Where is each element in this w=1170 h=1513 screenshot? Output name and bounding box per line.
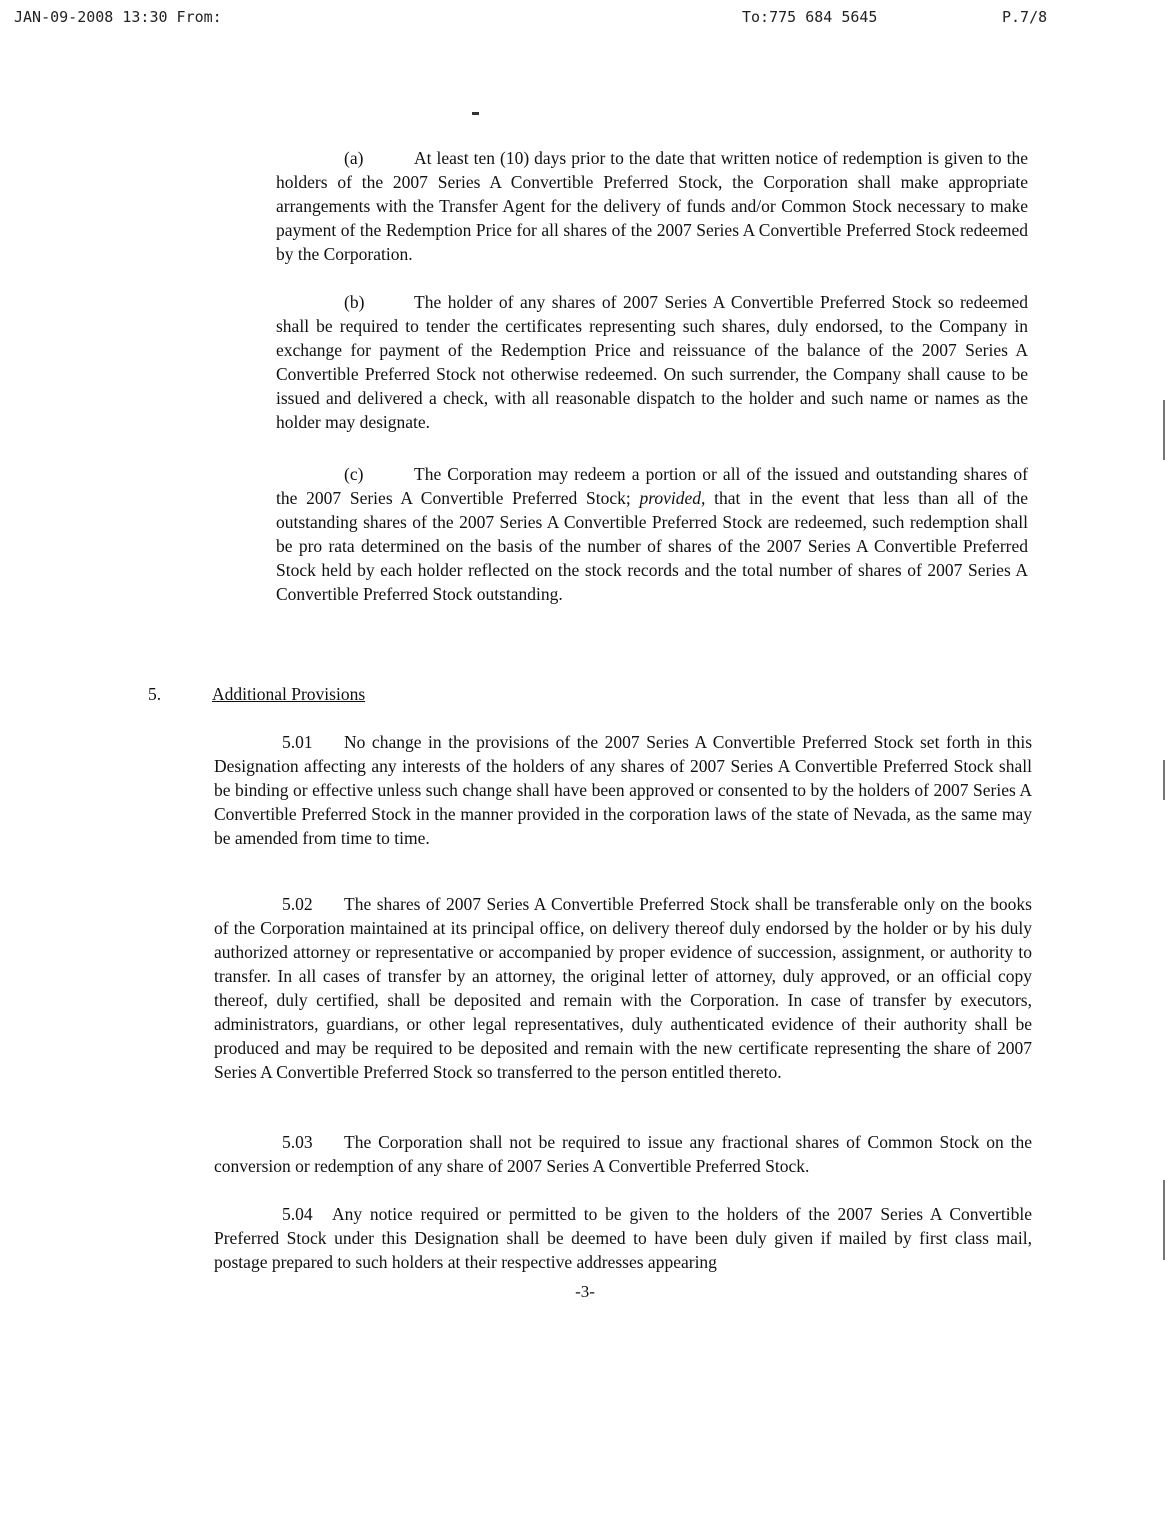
subsection-a-label: (a) bbox=[344, 148, 364, 168]
fax-header bbox=[0, 8, 1170, 30]
scan-edge-mark bbox=[1163, 400, 1165, 460]
provision-5-01-text: No change in the provisions of the 2007 Series A Convertible Preferred Stock set forth in this Designation affecting any interests of the holders of any shares of 2007 Series A Convertible Preferred Stock shall be binding or effective unless such change shall have been approved or consented to by the holders of 2007 Series A Convertible Preferred Stock in the manner provided in the corporation laws of the state of Nevada, as the same may be amended from time to time. bbox=[214, 732, 1032, 848]
fax-page-count: P.7/8 bbox=[1002, 8, 1048, 26]
fax-timestamp: JAN-09-2008 13:30 From: bbox=[14, 8, 222, 26]
fax-recipient: To:775 684 5645 bbox=[742, 8, 878, 26]
subsection-b bbox=[276, 290, 1028, 434]
subsection-b-text: The holder of any shares of 2007 Series A Convertible Preferred Stock so redeemed shall be required to tender the certificates representing such shares, duly endorsed, to the Company in exchange for payment of the Redemption Price and reissuance of the balance of the 2007 Series A Convertible Preferred Stock not otherwise redeemed. On such surrender, the Company shall cause to be issued and delivered a check, with all reasonable dispatch to the holder and such name or names as the holder may designate. bbox=[276, 292, 1028, 432]
subsection-a-text: At least ten (10) days prior to the date that written notice of redemption is given to the holders of the 2007 Series A Convertible Preferred Stock, the Corporation shall make appropriate arrangements with the Transfer Agent for the delivery of funds and/or Common Stock necessary to make payment of the Redemption Price for all shares of the 2007 Series A Convertible Preferred Stock redeemed by the Corporation. bbox=[276, 148, 1028, 264]
section-number: 5. bbox=[148, 684, 162, 704]
subsection-c-label: (c) bbox=[344, 464, 364, 484]
provision-5-03 bbox=[214, 1130, 1032, 1178]
subsection-b-label: (b) bbox=[344, 292, 365, 312]
section-title: Additional Provisions bbox=[212, 684, 366, 704]
provision-5-02-text: The shares of 2007 Series A Convertible Preferred Stock shall be transferable only on the books of the Corporation maintained at its principal office, on delivery thereof duly endorsed by the holder or by his duly authorized attorney or representative or accompanied by proper evidence of succession, assignment, or authority to transfer. In all cases of transfer by an attorney, the original letter of attorney, duly approved, or an official copy thereof, duly certified, shall be deposited and remain with the Corporation. In case of transfer by executors, administrators, guardians, or other legal representatives, duly authenticated evidence of their authority shall be produced and may be required to be deposited and remain with the new certificate representing the share of 2007 Series A Convertible Preferred Stock so transferred to the person entitled thereto. bbox=[214, 894, 1032, 1082]
subsection-a bbox=[276, 146, 1028, 266]
page-number: -3- bbox=[575, 1282, 595, 1301]
subsection-c-text-before: The Corporation may redeem a portion or all of the issued and outstanding shares of the 2007 Series A Convertible Preferred Stock; bbox=[276, 464, 1028, 508]
scan-edge-mark bbox=[1163, 760, 1165, 800]
provision-5-02-label: 5.02 bbox=[282, 894, 313, 914]
subsection-c-text-after: that in the event that less than all of the outstanding shares of the 2007 Series A Convertible Preferred Stock are redeemed, such redemption shall be pro rata determined on the basis of the number of shares of the 2007 Series A Convertible Preferred Stock held by each holder reflected on the stock records and the total number of shares of 2007 Series A Convertible Preferred Stock outstanding. bbox=[276, 488, 1028, 604]
scan-edge-mark bbox=[1163, 1180, 1165, 1260]
provision-5-01 bbox=[214, 730, 1032, 850]
provision-5-01-label: 5.01 bbox=[282, 732, 313, 752]
subsection-c bbox=[276, 462, 1028, 606]
scan-speck bbox=[472, 112, 479, 115]
provision-5-04-label: 5.04 bbox=[282, 1204, 313, 1224]
provision-5-03-label: 5.03 bbox=[282, 1132, 313, 1152]
provision-5-03-text: The Corporation shall not be required to issue any fractional shares of Common Stock on the conversion or redemption of any share of 2007 Series A Convertible Preferred Stock. bbox=[214, 1132, 1032, 1176]
subsection-c-proviso: provided, bbox=[639, 488, 706, 508]
provision-5-04-text: Any notice required or permitted to be given to the holders of the 2007 Series A Convertible Preferred Stock under this Designation shall be deemed to have been duly given if mailed by first class mail, postage prepared to such holders at their respective addresses appearing bbox=[214, 1204, 1032, 1272]
provision-5-02 bbox=[214, 892, 1032, 1084]
provision-5-04 bbox=[214, 1202, 1032, 1274]
